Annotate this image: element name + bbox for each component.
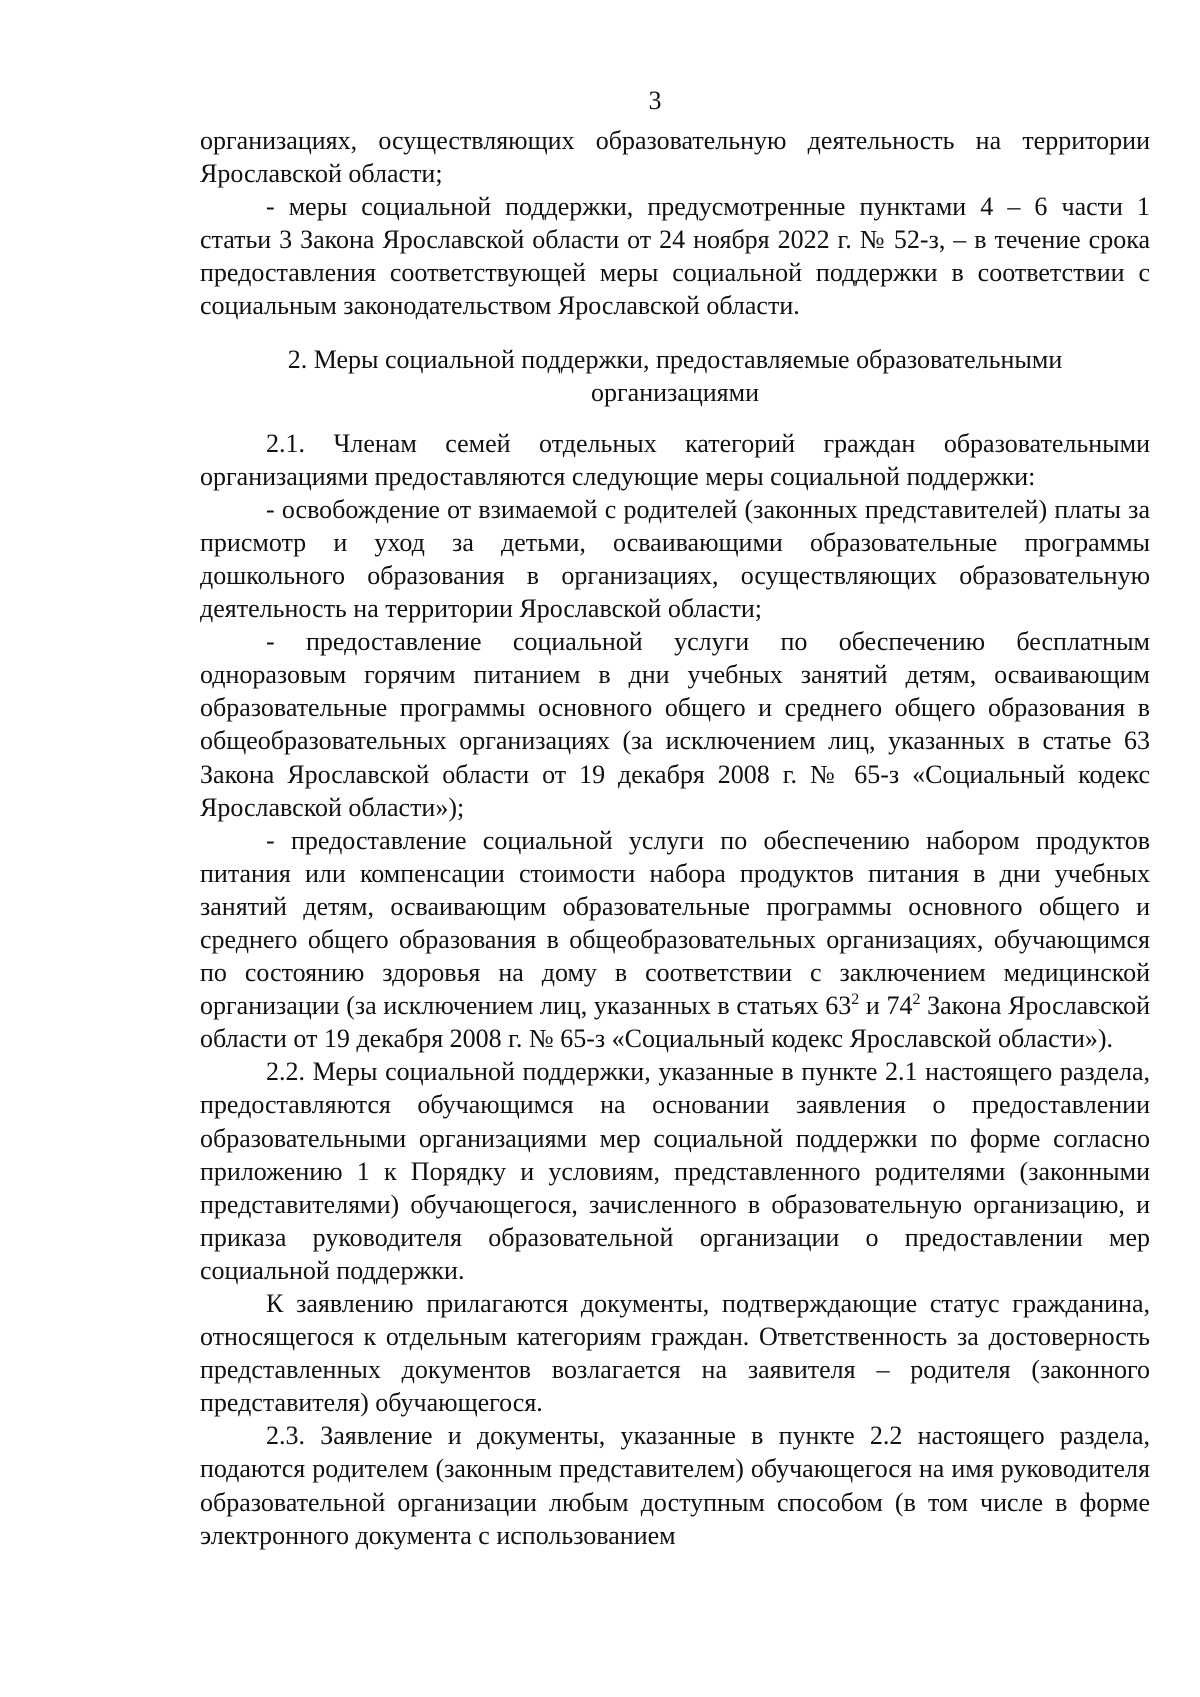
paragraph-continuation: организациях, осуществляющих образовательную деятельность на территории Ярославской области; bbox=[200, 126, 1150, 189]
paragraph-preschool-fee-exemption: - освобождение от взимаемой с родителей (законных представителей) платы за присмотр и уход за детьми, осваивающими образовательные программы дошкольного образования в организациях, осуществляющих образовательную деятельность на территории Ярославской области; bbox=[200, 494, 1150, 624]
paragraph-hot-meals-tail: № 65-з «Социальный кодекс Ярославской области»); bbox=[200, 759, 1150, 822]
paragraph-2-1: 2.1. Членам семей отдельных категорий граждан образовательными организациями предоставляются следующие меры социальной поддержки: bbox=[200, 428, 1150, 491]
superscript-article-74: 2 bbox=[912, 991, 921, 1009]
paragraph-social-support-terms: - меры социальной поддержки, предусмотренные пунктами 4 – 6 части 1 статьи 3 Закона Ярославской области от 24 ноября 2022 г. № 52-з, – в течение срока предоставления соответствующей меры социальной поддержки в соответствии с социальным законодательством Ярославской области. bbox=[200, 192, 1150, 321]
page-number: 3 bbox=[648, 86, 662, 115]
paragraph-2-2: 2.2. Меры социальной поддержки, указанные в пункте 2.1 настоящего раздела, предоставляются обучающимся на основании заявления о предоставлении образовательными организациями мер социальной поддержки по форме согласно приложению 1 к Порядку и условиям, представленного родителями (законными представителями) обучающегося, зачисленного в образовательную организацию, и приказа руководителя образовательной организации о предоставлении мер социальной поддержки. bbox=[200, 1057, 1150, 1285]
section-heading-line-1: 2. Меры социальной поддержки, предоставляемые образовательными bbox=[287, 344, 1063, 374]
superscript-article-63: 2 bbox=[851, 991, 860, 1009]
paragraph-2-3: 2.3. Заявление и документы, указанные в пункте 2.2 настоящего раздела, подаются родителем (законным представителем) обучающегося на имя руководителя образовательной организации любым доступным способом (в том числе в форме электронного документа с использованием bbox=[200, 1421, 1150, 1550]
paragraph-food-set-part-c: Закона Ярославской области от 19 декабря 2008 г. № 65-з «Социальный кодекс Ярославской области»). bbox=[200, 991, 1151, 1054]
paragraph-food-set-part-b: и 74 bbox=[859, 991, 913, 1021]
paragraph-attachments: К заявлению прилагаются документы, подтверждающие статус гражданина, относящегося к отдельным категориям граждан. Ответственность за достоверность представленных документов возлагается на заявителя – родителя (законного представителя) обучающегося. bbox=[200, 1289, 1150, 1418]
section-heading bbox=[200, 343, 1150, 409]
paragraph-food-set-part-a: - предоставление социальной услуги по обеспечению набором продуктов питания или компенсации стоимости набора продуктов питания в дни учебных занятий детям, осваивающим образовательные программы основного общего и среднего общего образования в общеобразовательных организациях, обучающимся по состоянию здоровья на дому в соответствии с заключением медицинской организации (за исключением лиц, указанных в статьях 63 bbox=[200, 825, 1150, 1021]
document-body bbox=[200, 124, 1150, 1552]
section-heading-line-2: организациями bbox=[591, 377, 759, 407]
paragraph-hot-meals-main: - предоставление социальной услуги по обеспечению бесплатным одноразовым горячим питанием в дни учебных занятий детям, осваивающим образовательные программы основного общего и среднего общего образования в общеобразовательных организациях (за исключением лиц, указанных в статье 63 Закона Ярославской области от 19 декабря 2008 г. bbox=[200, 627, 1150, 789]
paragraph-food-set bbox=[200, 824, 1150, 1056]
paragraph-hot-meals bbox=[200, 625, 1150, 824]
